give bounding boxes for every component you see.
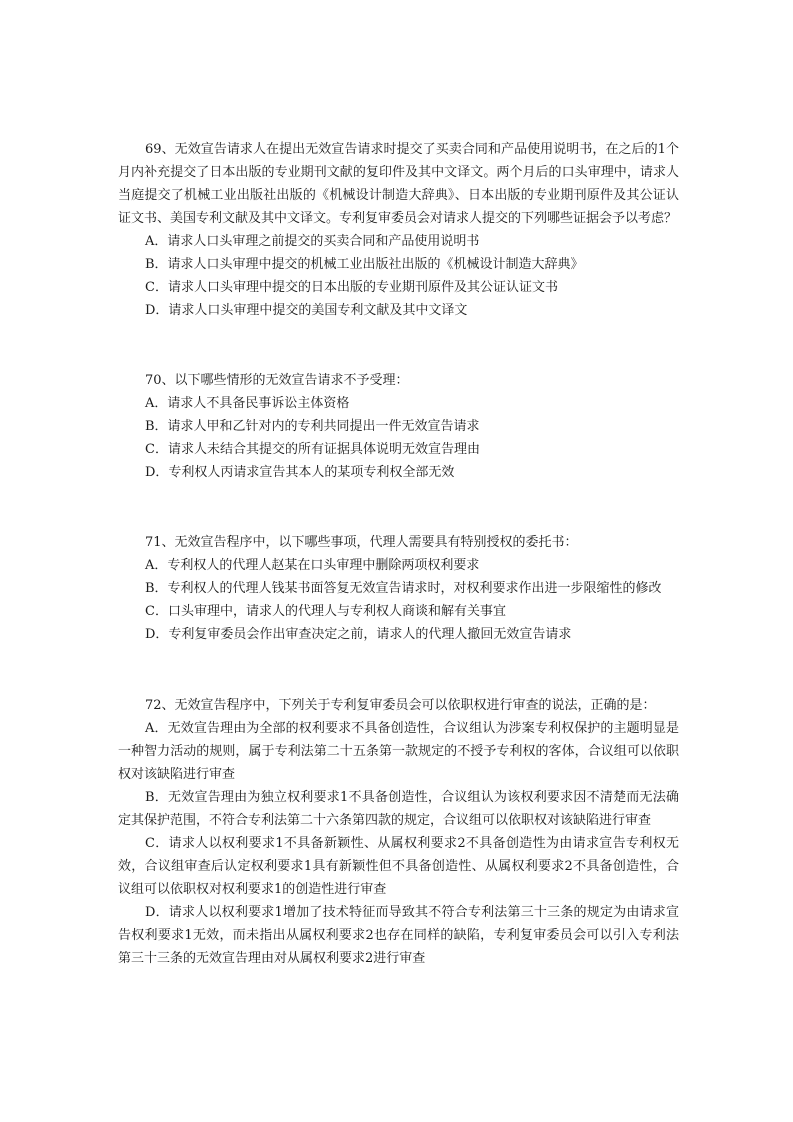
option-b: B．请求人口头审理中提交的机械工业出版社出版的《机械设计制造大辞典》: [145, 257, 584, 272]
option-d: D．专利权人丙请求宣告其本人的某项专利权全部无效: [145, 465, 455, 480]
option-a: A．无效宣告理由为全部的权利要求不具备创造性，合议组认为涉案专利权保护的主题明显是一种智力活动的规则，属于专利法第二十五条第一款规定的不授予专利权的客体，合议组可以依职权对该缺陷进行审查: [118, 721, 679, 782]
option-b: B．无效宣告理由为独立权利要求1不具备创造性，合议组认为该权利要求因不清楚而无法确定其保护范围，不符合专利法第二十六条第四款的规定，合议组可以依职权对该缺陷进行审查: [118, 790, 679, 828]
option-c: C．口头审理中，请求人的代理人与专利权人商谈和解有关事宜: [145, 604, 506, 619]
option-c: C．请求人以权利要求1不具备新颖性、从属权利要求2不具备创造性为由请求宣告专利权无效，合议组审查后认定权利要求1具有新颖性但不具备创造性、从属权利要求2不具备创造性，合议组可以依职权对权利要求1的创造性进行审查: [118, 836, 679, 897]
option-b: B．专利权人的代理人钱某书面答复无效宣告请求时，对权利要求作出进一步限缩性的修改: [145, 581, 662, 596]
option-c: C．请求人口头审理中提交的日本出版的专业期刊原件及其公证认证文书: [145, 280, 558, 295]
option-d: D．请求人以权利要求1增加了技术特征而导致其不符合专利法第三十三条的规定为由请求宣告权利要求1无效，而未指出从属权利要求2也存在同样的缺陷，专利复审委员会可以引入专利法第三十三条的无效宣告理由对从属权利要求2进行审查: [118, 905, 679, 966]
question-spacer: [118, 646, 679, 694]
option-d: D．请求人口头审理中提交的美国专利文献及其中文译文: [145, 303, 468, 318]
question-72: [118, 694, 679, 970]
question-stem: 71、无效宣告程序中，以下哪些事项，代理人需要具有特别授权的委托书：: [145, 535, 578, 550]
question-70: [118, 369, 679, 484]
question-spacer: [118, 322, 679, 369]
option-c: C．请求人未结合其提交的所有证据具体说明无效宣告理由: [145, 442, 480, 457]
option-d: D．专利复审委员会作出审查决定之前，请求人的代理人撤回无效宣告请求: [145, 627, 572, 642]
option-a: A．请求人口头审理之前提交的买卖合同和产品使用说明书: [145, 234, 480, 249]
option-b: B．请求人甲和乙针对内的专利共同提出一件无效宣告请求: [145, 419, 480, 434]
option-a: A．请求人不具备民事诉讼主体资格: [145, 396, 350, 411]
question-71: [118, 531, 679, 646]
question-stem: 70、以下哪些情形的无效宣告请求不予受理：: [145, 373, 409, 388]
question-69: [118, 138, 679, 322]
option-a: A．专利权人的代理人赵某在口头审理中删除两项权利要求: [145, 558, 480, 573]
question-spacer: [118, 484, 679, 531]
question-stem: 69、无效宣告请求人在提出无效宣告请求时提交了买卖合同和产品使用说明书，在之后的1个月内补充提交了日本出版的专业期刊文献的复印件及其中文译文。两个月后的口头审理中，请求人当庭提交了机械工业出版社出版的《机械设计制造大辞典》、日本出版的专业期刊原件及其公证认证文书、美国专利文献及其中文译文。专利复审委员会对请求人提交的下列哪些证据会予以考虑？: [118, 142, 679, 226]
question-stem: 72、无效宣告程序中，下列关于专利复审委员会可以依职权进行审查的说法，正确的是：: [145, 698, 656, 713]
